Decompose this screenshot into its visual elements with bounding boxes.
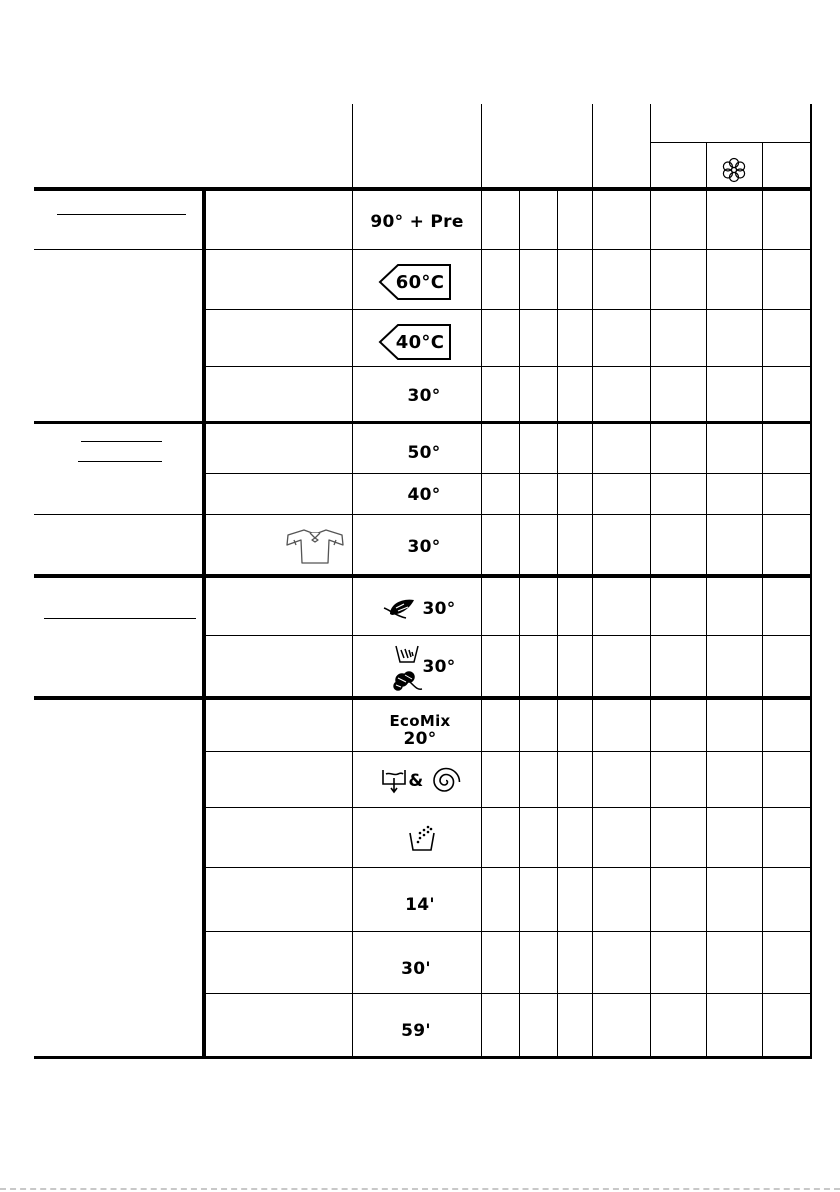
program-label: 30°: [407, 386, 441, 406]
row-divider: [202, 473, 812, 474]
program-label: 50°: [407, 443, 441, 463]
row-divider: [34, 514, 812, 515]
col-divider: [706, 143, 707, 1058]
section-divider: [34, 696, 812, 700]
row-divider: [202, 807, 812, 808]
program-label: 14': [405, 895, 435, 915]
program-label: 59': [401, 1021, 431, 1041]
program-label-secondary: 20°: [403, 729, 437, 749]
underline: [78, 461, 162, 462]
underline: [44, 618, 196, 619]
section-divider: [34, 1056, 812, 1059]
program-label: 30': [401, 959, 431, 979]
col-divider: [481, 104, 482, 1058]
program-label: 40°C: [395, 332, 445, 353]
section-divider: [34, 574, 812, 578]
underline: [57, 214, 186, 215]
drain-icon: [381, 766, 407, 794]
flower-icon: [722, 157, 746, 183]
program-label: EcoMix: [389, 712, 451, 730]
section-divider: [34, 421, 812, 424]
row-divider: [34, 249, 812, 250]
program-label: 90° + Pre: [370, 212, 464, 232]
col-divider: [810, 104, 812, 1058]
underline: [81, 441, 162, 442]
program-label: 30°: [422, 599, 456, 619]
program-label: 30°: [407, 537, 441, 557]
program-label: 30°: [422, 657, 456, 677]
row-divider: [202, 993, 812, 994]
row-divider: [202, 366, 812, 367]
header-subline: [650, 142, 812, 143]
program-label: &: [408, 771, 424, 791]
section-divider: [34, 187, 812, 191]
row-divider: [202, 931, 812, 932]
col-divider: [650, 104, 651, 1058]
row-divider: [202, 867, 812, 868]
col-divider: [762, 143, 763, 1058]
row-divider: [202, 309, 812, 310]
row-divider: [202, 635, 812, 636]
spin-icon: [430, 766, 462, 798]
page-cut-line: [0, 1188, 840, 1190]
col-divider: [519, 189, 520, 1058]
col-divider: [352, 104, 353, 1058]
col-divider: [592, 104, 593, 1058]
program-label: 40°: [407, 485, 441, 505]
program-label: 60°C: [395, 272, 445, 293]
col-divider: [557, 189, 558, 1058]
rinse-icon: [407, 823, 437, 853]
shirt-icon: [284, 526, 346, 566]
col-divider: [202, 187, 206, 1058]
row-divider: [202, 751, 812, 752]
